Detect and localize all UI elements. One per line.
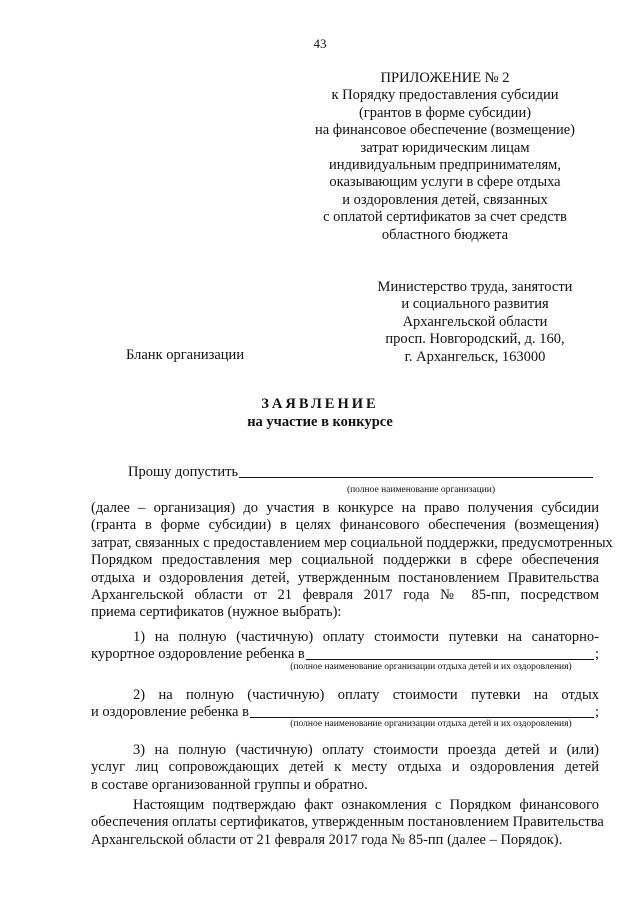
confirm-line: Архангельской области от 21 февраля 2017 года № 85-пп (далее – Порядок). bbox=[91, 831, 563, 848]
option-2-organization-field[interactable] bbox=[250, 704, 594, 718]
option-1-organization-field[interactable] bbox=[306, 646, 594, 660]
appendix-line: к Порядку предоставления субсидии bbox=[331, 87, 559, 104]
option-2-suffix: ; bbox=[594, 704, 599, 720]
option-1-field-row bbox=[91, 646, 599, 663]
option-2-prefix: и оздоровление ребенка в bbox=[91, 704, 249, 720]
body-line: отдыха и оздоровления детей, утвержденным постановлением Правительства bbox=[91, 569, 599, 586]
appendix-line: на финансовое обеспечение (возмещение) bbox=[314, 122, 575, 139]
body-line: приема сертификатов (нужное выбрать): bbox=[91, 604, 342, 621]
option-3-line: в составе организованной группы и обратно. bbox=[91, 776, 368, 793]
page-number: 43 bbox=[313, 36, 327, 51]
option-2-line: 2) на полную (частичную) оплату стоимости путевки на отдых bbox=[133, 687, 599, 703]
appendix-line: с оплатой сертификатов за счет средств bbox=[323, 209, 567, 226]
address-line: Архангельской области bbox=[402, 313, 548, 330]
address-line: г. Архангельск, 163000 bbox=[404, 348, 546, 365]
body-line: Порядком предоставления мер социальной поддержки в сфере обеспечения bbox=[91, 552, 599, 569]
appendix-line: ПРИЛОЖЕНИЕ № 2 bbox=[380, 70, 510, 86]
appendix-line: (грантов в форме субсидии) bbox=[358, 104, 532, 121]
appendix-line: затрат юридическим лицам bbox=[360, 139, 530, 156]
organization-name-caption: (полное наименование организации) bbox=[346, 485, 496, 495]
body-line: Архангельской области от 21 февраля 2017 года № 85-пп, посредством bbox=[91, 587, 599, 603]
request-line bbox=[128, 464, 594, 481]
request-prefix: Прошу допустить bbox=[128, 464, 239, 480]
address-line: Министерство труда, занятости bbox=[377, 279, 573, 295]
option-1-suffix: ; bbox=[594, 646, 599, 662]
appendix-line: оказывающим услуги в сфере отдыха bbox=[329, 174, 561, 191]
option-3-line: 3) на полную (частичную) оплату стоимости проезда детей и (или) bbox=[133, 742, 599, 758]
option-1-caption: (полное наименование организации отдыха детей и их оздоровления) bbox=[290, 662, 572, 672]
confirm-line: обеспечения оплаты сертификатов, утвержденным постановлением Правительства bbox=[91, 814, 604, 831]
body-line: (гранта в форме субсидии) в целях финансового обеспечения (возмещения) bbox=[91, 517, 599, 534]
appendix-line: индивидуальным предпринимателям, bbox=[329, 157, 561, 174]
option-1-line: 1) на полную (частичную) оплату стоимости путевки на санаторно- bbox=[133, 629, 599, 645]
document-subtitle: на участие в конкурсе bbox=[247, 414, 393, 430]
body-line: (далее – организация) до участия в конкурсе на право получения субсидии bbox=[91, 500, 599, 516]
option-3-line: услуг лиц сопровождающих детей к месту отдыха и оздоровления детей bbox=[91, 759, 599, 776]
body-line: затрат, связанных с предоставлением мер социальной поддержки, предусмотренных bbox=[91, 534, 613, 551]
appendix-header bbox=[280, 70, 610, 244]
recipient-address bbox=[330, 279, 620, 366]
confirm-line: Настоящим подтверждаю факт ознакомления с Порядком финансового bbox=[133, 797, 599, 813]
option-1-prefix: курортное оздоровление ребенка в bbox=[91, 646, 305, 662]
document-title: ЗАЯВЛЕНИЕ bbox=[261, 396, 379, 412]
organization-letterhead-label: Бланк организации bbox=[126, 347, 245, 363]
address-line: и социального развития bbox=[401, 296, 549, 313]
option-2-caption: (полное наименование организации отдыха детей и их оздоровления) bbox=[290, 719, 572, 729]
appendix-line: и оздоровления детей, связанных bbox=[342, 191, 548, 208]
organization-name-field[interactable] bbox=[239, 464, 593, 478]
appendix-line: областного бюджета bbox=[381, 226, 509, 243]
address-line: просп. Новгородский, д. 160, bbox=[385, 331, 565, 348]
